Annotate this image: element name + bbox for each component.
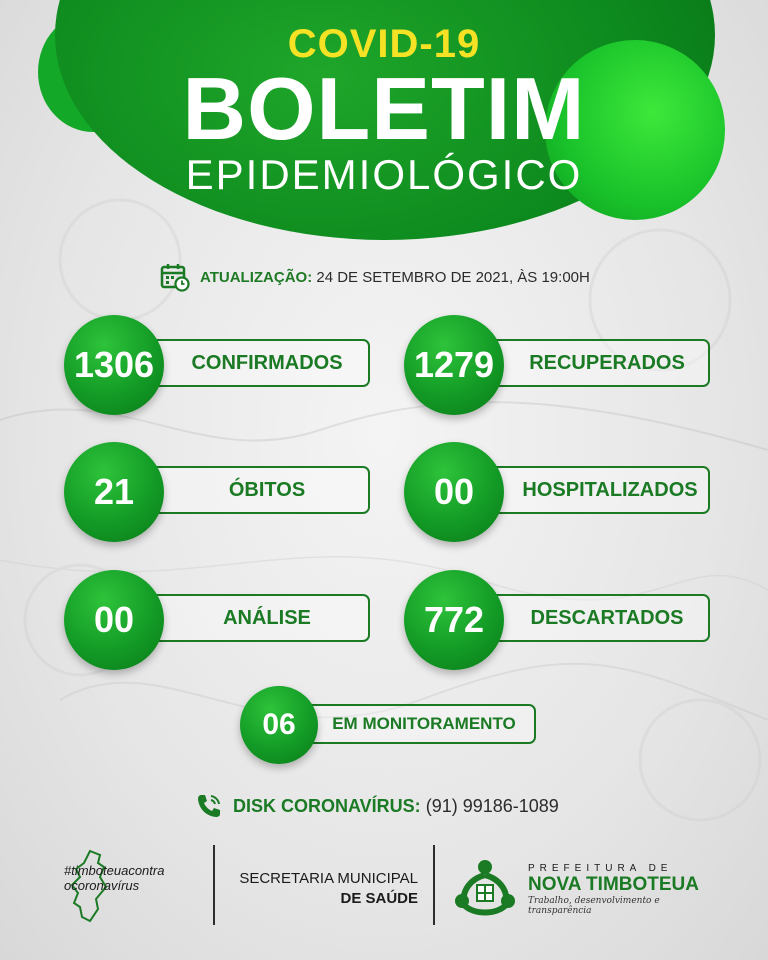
descartados-label: DESCARTADOS — [474, 594, 710, 642]
monitoramento-value: 06 — [240, 686, 318, 764]
hashtag-line-1: #timboteuacontra — [64, 863, 165, 878]
stat-obitos — [64, 466, 370, 518]
prefeitura-line-1: PREFEITURA DE — [528, 863, 673, 874]
prefeitura-logo-icon — [452, 857, 518, 919]
prefeitura-text — [528, 863, 718, 916]
recuperados-label: RECUPERADOS — [474, 339, 710, 387]
update-label: ATUALIZAÇÃO: — [200, 268, 313, 286]
obitos-value: 21 — [64, 442, 164, 542]
disk-coronavirus — [195, 792, 595, 820]
descartados-value: 772 — [404, 570, 504, 670]
secretaria-text — [228, 869, 418, 909]
stat-recuperados — [404, 339, 710, 391]
disk-label: DISK CORONAVÍRUS: — [233, 795, 421, 816]
header-title-block — [0, 22, 768, 198]
prefeitura-slogan: Trabalho, desenvolvimento e transparência — [528, 896, 660, 916]
secretaria-line-1: SECRETARIA MUNICIPAL — [239, 870, 418, 887]
update-value: 24 DE SETEMBRO DE 2021, ÀS 19:00H — [316, 268, 590, 286]
analise-label: ANÁLISE — [134, 594, 370, 642]
covid-title: COVID-19 — [287, 22, 481, 66]
recuperados-value: 1279 — [404, 315, 504, 415]
stat-hospitalizados — [404, 466, 710, 518]
hospitalizados-label: HOSPITALIZADOS — [474, 466, 710, 514]
stat-confirmados — [64, 339, 370, 391]
boletim-title: BOLETIM — [182, 59, 586, 158]
update-line — [160, 262, 620, 292]
confirmados-label: CONFIRMADOS — [134, 339, 370, 387]
footer — [0, 845, 768, 935]
hospitalizados-value: 00 — [404, 442, 504, 542]
footer-divider-2 — [433, 845, 435, 925]
monitoramento-label: EM MONITORAMENTO — [292, 704, 536, 744]
stat-monitoramento — [240, 704, 536, 756]
confirmados-value: 1306 — [64, 315, 164, 415]
epidemiologico-title: EPIDEMIOLÓGICO — [185, 151, 583, 198]
analise-value: 00 — [64, 570, 164, 670]
stat-descartados — [404, 594, 710, 646]
disk-phone: (91) 99186-1089 — [425, 795, 559, 816]
calendar-clock-icon — [160, 262, 190, 292]
phone-icon — [195, 792, 223, 820]
obitos-label: ÓBITOS — [134, 466, 370, 514]
hashtag-text — [64, 863, 204, 893]
prefeitura-line-2: NOVA TIMBOTEUA — [528, 874, 699, 895]
footer-divider-1 — [213, 845, 215, 925]
secretaria-line-2: DE SAÚDE — [340, 890, 418, 907]
stat-analise — [64, 594, 370, 646]
hashtag-line-2: ocoronavírus — [64, 878, 140, 893]
